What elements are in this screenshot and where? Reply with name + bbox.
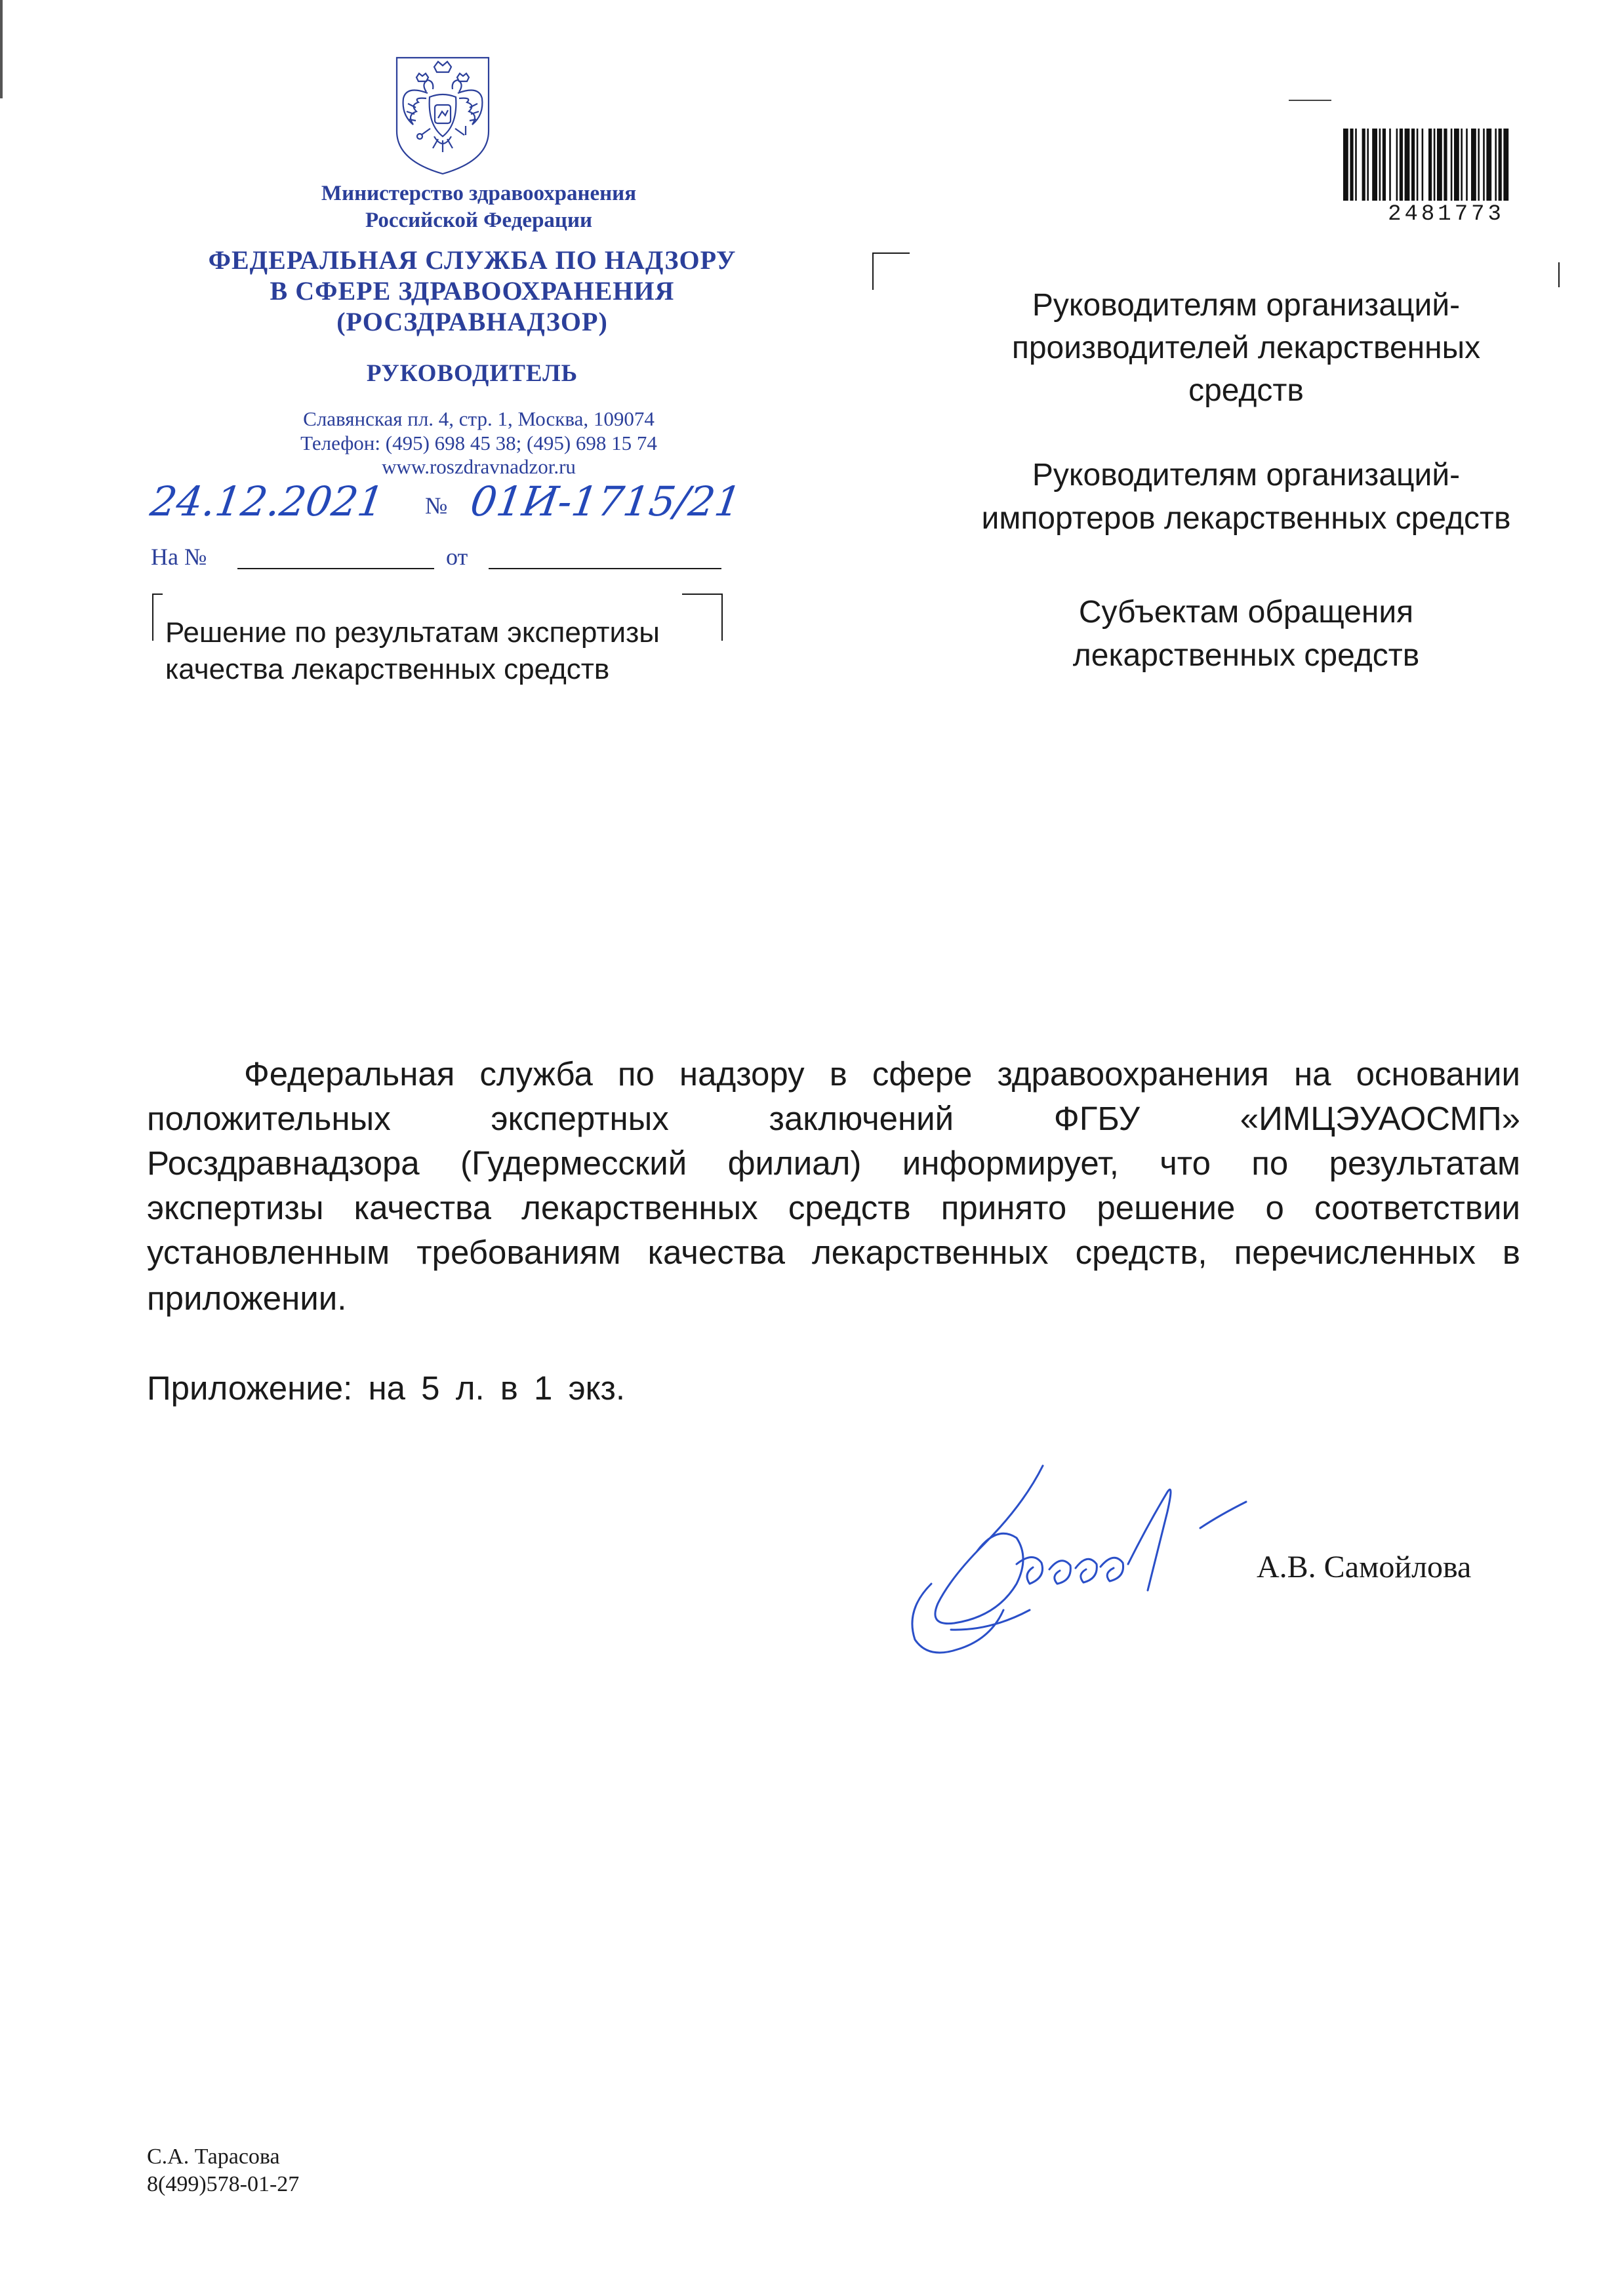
body-line: Федеральная служба по надзору в сфере здравоохранения на основании [244, 1055, 1520, 1093]
barcode-bar [1362, 129, 1365, 201]
signature-stroke [912, 1584, 1003, 1653]
barcode-bar [1454, 129, 1459, 201]
barcode-bar [1466, 129, 1468, 201]
barcode-bar [1451, 129, 1453, 201]
executor-phone: 8(499)578-01-27 [147, 2172, 300, 2196]
barcode-bar [1343, 129, 1348, 201]
addressee-importers-line2: импортеров лекарственных средств [981, 501, 1511, 536]
barcode-bar [1428, 129, 1432, 201]
reference-date-label: от [446, 544, 468, 570]
barcode-bar [1444, 129, 1447, 201]
addressee-subjects-line2: лекарственных средств [1072, 638, 1420, 673]
barcode-bar [1503, 129, 1508, 201]
executor-name: С.А. Тарасова [147, 2145, 280, 2169]
barcode-bar [1379, 129, 1381, 201]
postal-address: Славянская пл. 4, стр. 1, Москва, 109074 [303, 407, 655, 430]
registration-number: 01И-1715/21 [467, 477, 744, 525]
addressee-bracket-right [1558, 262, 1560, 287]
body-line: приложении. [147, 1279, 347, 1317]
barcode-bar [1389, 129, 1391, 201]
barcode-bar [1495, 129, 1497, 201]
barcode-bar [1405, 129, 1410, 201]
barcode-bar [1383, 129, 1386, 201]
barcode-number: 2481773 [1388, 202, 1505, 227]
barcode-bar [1486, 129, 1491, 201]
subject-line1: Решение по результатам экспертизы [165, 616, 660, 649]
ministry-name-line1: Министерство здравоохранения [321, 182, 637, 205]
service-name-line3: (РОСЗДРАВНАДЗОР) [336, 307, 608, 336]
handwritten-signature [892, 1453, 1299, 1669]
ministry-name-line2: Российской Федерации [365, 209, 592, 232]
barcode-bar [1437, 129, 1442, 201]
body-line: положительных экспертных заключений ФГБУ «ИМЦЭУАОСМП» [147, 1100, 1520, 1137]
scan-line [1289, 100, 1331, 101]
reference-number-field [237, 568, 434, 569]
barcode-bar [1434, 129, 1436, 201]
number-sign: № [425, 493, 448, 519]
signature-stroke [1076, 1559, 1097, 1582]
addressee-subjects-line1: Субъектам обращения [1078, 595, 1414, 630]
barcode-bar [1478, 129, 1480, 201]
barcode-bar [1396, 129, 1398, 201]
signature-stroke [1128, 1489, 1171, 1590]
signature-stroke [1049, 1561, 1070, 1584]
barcode-bar [1400, 129, 1403, 201]
barcode-bar [1350, 129, 1353, 201]
barcode-bar [1461, 129, 1463, 201]
barcode-bar [1422, 129, 1424, 201]
barcode-bar [1483, 129, 1485, 201]
barcode-icon [1343, 129, 1546, 201]
subject-bracket-right [682, 594, 723, 641]
addressee-bracket-left [872, 252, 910, 290]
reference-date-field [489, 568, 721, 569]
service-name-line2: В СФЕРЕ ЗДРАВООХРАНЕНИЯ [270, 276, 675, 306]
registration-date: 24.12.2021 [147, 477, 388, 525]
body-line: Росздравнадзора (Гудермесский филиал) информирует, что по результатам [147, 1144, 1520, 1182]
service-name-line1: ФЕДЕРАЛЬНАЯ СЛУЖБА ПО НАДЗОРУ [208, 245, 737, 275]
body-line: установленным требованиям качества лекарственных средств, перечисленных в [147, 1234, 1520, 1271]
barcode-bar [1355, 129, 1357, 201]
barcode-bar [1372, 129, 1377, 201]
phone-numbers: Телефон: (495) 698 45 38; (495) 698 15 74 [300, 432, 657, 454]
barcode-bar [1499, 129, 1502, 201]
signature-stroke [1017, 1557, 1043, 1584]
signature-stroke [1101, 1558, 1123, 1581]
barcode-bar [1471, 129, 1476, 201]
attachment-note: Приложение: на 5 л. в 1 экз. [147, 1369, 626, 1407]
addressee-manufacturers-line3: средств [1188, 373, 1304, 408]
website-link[interactable]: www.roszdravnadzor.ru [382, 455, 576, 478]
reference-number-label: На № [151, 544, 207, 570]
barcode-bar [1367, 129, 1369, 201]
signer-name: А.В. Самойлова [1257, 1550, 1472, 1584]
barcode-bar [1411, 129, 1415, 201]
addressee-manufacturers-line1: Руководителям организаций- [1032, 288, 1461, 323]
coat-of-arms-icon [387, 52, 498, 177]
addressee-manufacturers-line2: производителей лекарственных [1011, 331, 1481, 365]
head-role: РУКОВОДИТЕЛЬ [366, 360, 578, 387]
signature-stroke [951, 1610, 1030, 1630]
body-line: экспертизы качества лекарственных средств принято решение о соответствии [147, 1189, 1520, 1226]
barcode-bar [1417, 129, 1419, 201]
subject-line2: качества лекарственных средств [165, 653, 610, 685]
signature-stroke [1200, 1502, 1246, 1528]
scan-edge-mark [0, 0, 3, 98]
addressee-importers-line1: Руководителям организаций- [1032, 458, 1461, 493]
signature-stroke [935, 1466, 1043, 1624]
subject-bracket-left [152, 594, 163, 641]
